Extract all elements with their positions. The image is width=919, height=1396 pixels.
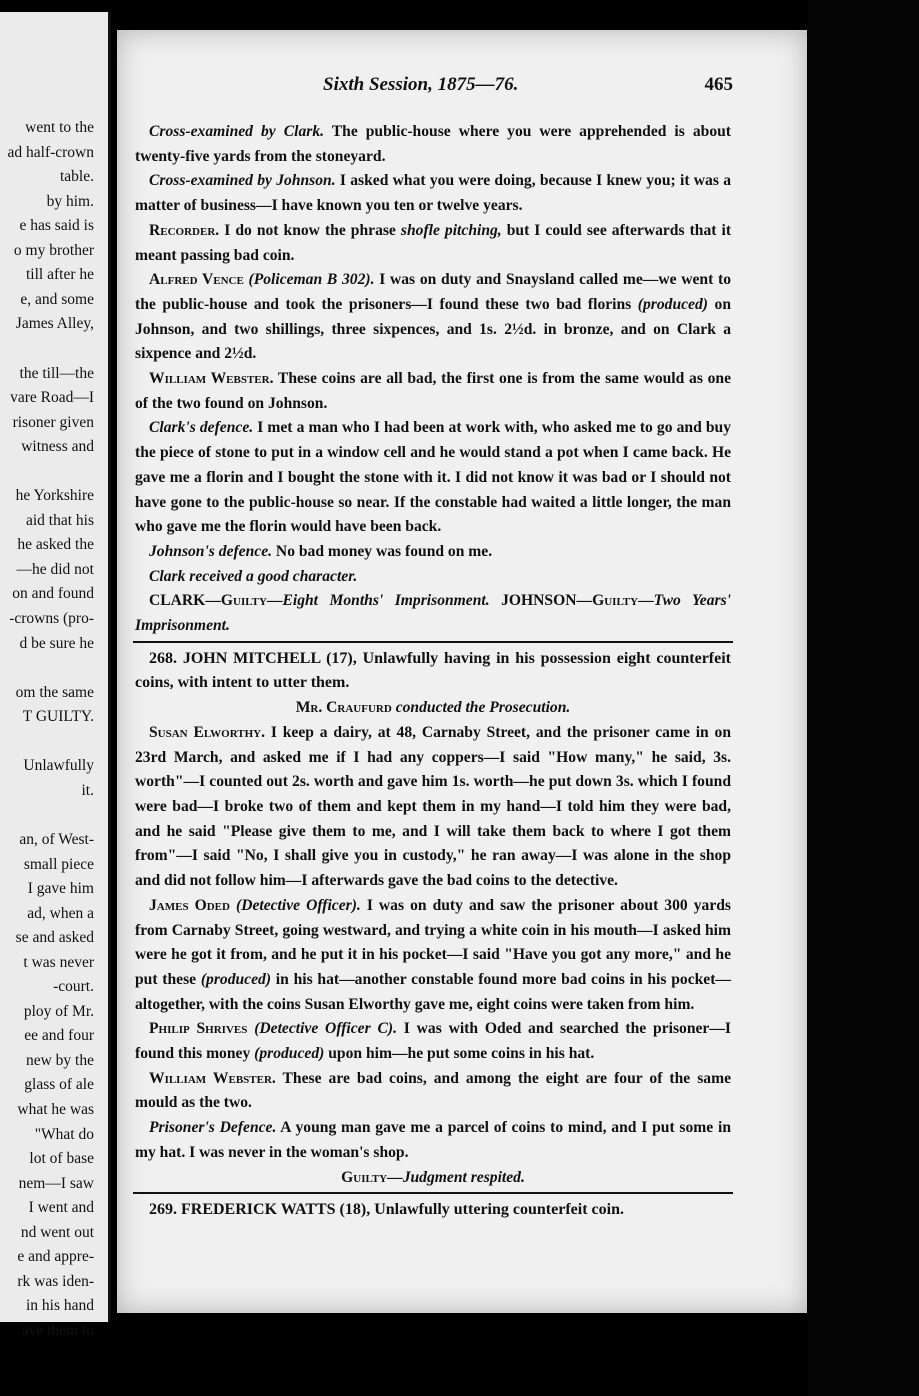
speaker-role: (Detective Officer). bbox=[236, 896, 361, 914]
paragraph-text: in his hat—another constable found more bad coins in his pocket—altogether, with the coins Susan Elworthy gave me, eight coins were taken from him. bbox=[135, 970, 731, 1013]
paragraph bbox=[135, 1067, 731, 1116]
left-page-line: —he did not bbox=[16, 560, 94, 578]
left-page-line: risoner given bbox=[12, 413, 94, 431]
page-body bbox=[135, 120, 731, 1223]
left-page-line: -court. bbox=[53, 978, 94, 996]
speaker-lead: Clark's defence. bbox=[149, 419, 254, 437]
speaker-name: William Webster. bbox=[149, 370, 274, 388]
sentence-part: CLARK— bbox=[149, 592, 221, 610]
left-page-line: o my brother bbox=[13, 241, 94, 259]
paragraph bbox=[135, 894, 731, 1018]
paragraph-text: I was on duty and Snaysland called me—we went to the public-house and took the prisoners—I found these two bad florins bbox=[135, 271, 731, 313]
italic-term: (produced) bbox=[200, 970, 272, 988]
speaker-name: Philip Shrives bbox=[149, 1020, 248, 1038]
paragraph-text: The public-house where you were apprehended is about twenty-five yards from the stoneyard. bbox=[135, 123, 731, 165]
left-page bbox=[0, 12, 111, 1339]
paragraph bbox=[135, 219, 731, 268]
speaker-lead: Cross-examined by Clark. bbox=[149, 123, 325, 140]
paragraph bbox=[135, 540, 731, 565]
paragraph-text: A young man gave me a parcel of coins to mind, and I put some in my hat. I was never in the woman's shop. bbox=[135, 1119, 732, 1161]
prosecution-line bbox=[135, 696, 731, 721]
section-divider bbox=[133, 1192, 733, 1194]
paragraph-text: I do not know the phrase bbox=[219, 221, 401, 239]
paragraph bbox=[135, 721, 731, 894]
paragraph-text: No bad money was found on me. bbox=[272, 542, 493, 560]
case-heading: 268. JOHN MITCHELL (17), Unlawfully having in his possession eight counterfeit coins, with intent to utter them. bbox=[135, 649, 731, 692]
left-page-line: t was never bbox=[23, 953, 94, 971]
paragraph bbox=[135, 268, 731, 367]
left-page-line: om the same bbox=[15, 683, 94, 701]
left-page-line: aid that his bbox=[25, 511, 94, 529]
paragraph-text: on Johnson, and two shillings, three sixpences, and 1s. 2½d. in bronze, and on Clark a sixpence and 2½d. bbox=[135, 295, 731, 363]
paragraph bbox=[135, 1116, 731, 1165]
italic-term: (produced) bbox=[254, 1045, 325, 1063]
paragraph-text: I was with Oded and searched the prisoner—I found this money bbox=[135, 1020, 731, 1063]
paragraph bbox=[135, 169, 731, 218]
sentence-part: Guilty bbox=[592, 592, 639, 610]
left-page-line: ad half-crown bbox=[7, 143, 94, 161]
left-page-line: witness and bbox=[21, 438, 94, 456]
verdict-part: —Judgment respited. bbox=[387, 1168, 525, 1186]
sentence-part: JOHNSON— bbox=[489, 592, 593, 610]
page-header-title: Sixth Session, 1875—76. bbox=[323, 74, 519, 95]
paragraph bbox=[135, 1017, 731, 1066]
left-page-line: he Yorkshire bbox=[15, 487, 94, 505]
character-note: Clark received a good character. bbox=[149, 567, 358, 585]
left-page-line: ad, when a bbox=[27, 904, 94, 922]
left-page-line: ploy of Mr. bbox=[23, 1002, 94, 1020]
speaker-role: (Detective Officer C). bbox=[254, 1020, 397, 1038]
verdict-part: Guilty bbox=[341, 1168, 388, 1186]
left-page-line: lot of base bbox=[29, 1150, 94, 1168]
left-page-line: vare Road—I bbox=[10, 389, 94, 407]
left-page-line: I went and bbox=[28, 1199, 94, 1217]
sentence-part: — bbox=[266, 592, 283, 610]
left-page-line: small piece bbox=[23, 855, 94, 873]
case-heading: 269. FREDERICK WATTS (18), Unlawfully uttering counterfeit coin. bbox=[149, 1201, 624, 1219]
left-page-line: I gave him bbox=[27, 880, 94, 898]
paragraph-text: I asked what you were doing, because I knew you; it was a matter of business—I have known you ten or twelve years. bbox=[135, 172, 732, 215]
italic-term: (produced) bbox=[637, 295, 708, 313]
speaker-lead: Cross-examined by Johnson. bbox=[149, 172, 336, 190]
left-page-line: what he was bbox=[17, 1101, 94, 1118]
right-page bbox=[117, 30, 807, 1313]
left-page-line: d be sure he bbox=[19, 634, 94, 652]
scan-border bbox=[808, 0, 919, 1396]
paragraph-text: I keep a dairy, at 48, Carnaby Street, and the prisoner came in on 23rd March, and asked me if I had any coppers—I said "How many," he said, 3s. worth"—I counted out 2s. worth and gave him 1s. worth—he put down 3s. which I found were bad—I broke two of them and kept them in my hand—I told him they were bad, and he said "Please give them to me, and I will take them back to where I got them from"—I said "No, I shall give you in custody," he ran away—I was alone in the shop and did not follow him—I afterwards gave the bad coins to the detective. bbox=[135, 723, 731, 890]
left-page-line: table. bbox=[60, 168, 94, 186]
left-page-line: e and appre- bbox=[17, 1248, 94, 1266]
sentence-line bbox=[135, 589, 731, 638]
left-page-line: glass of ale bbox=[24, 1076, 94, 1094]
left-page-line: -crowns (pro- bbox=[9, 610, 94, 627]
paragraph-text: I met a man who I had been at work with, who asked me to go and buy the piece of stone to put in a window cell and he would stand a pot when I came back. He gave me a florin and I bought the stone with it. I did not know it was bad or I should not have gone to the public-house so near. If the constable had waited a little longer, the man who gave me the florin would have been back. bbox=[135, 419, 731, 536]
left-page-line: ave them to bbox=[21, 1321, 94, 1339]
speaker-name: Alfred Vence bbox=[149, 271, 244, 289]
paragraph bbox=[135, 120, 731, 169]
italic-term: shofle pitching, bbox=[400, 221, 502, 239]
left-page-line: nd went out bbox=[20, 1223, 94, 1241]
speaker-role: (Policeman B 302). bbox=[248, 271, 375, 289]
left-page-line: till after he bbox=[26, 266, 94, 284]
left-page-line: new by the bbox=[25, 1051, 94, 1069]
left-page-line: rk was iden- bbox=[17, 1272, 94, 1290]
section-divider bbox=[133, 641, 733, 643]
speaker-name: Susan Elworthy. bbox=[149, 723, 266, 741]
paragraph-text: These are bad coins, and among the eight are four of the same mould as the two. bbox=[135, 1069, 731, 1112]
left-page-line: by him. bbox=[46, 192, 94, 210]
prosecution-text: conducted the Prosecution. bbox=[391, 699, 571, 717]
paragraph-text: I was on duty and saw the prisoner about 300 yards from Carnaby Street, going westward, and trying a white coin in his mouth—I asked him were he got it from, and he put it in his pocket—I said "Have you got any more," and he put these bbox=[135, 896, 731, 988]
left-page-line: e, and some bbox=[20, 290, 94, 308]
left-page-line: Unlawfully bbox=[23, 757, 94, 775]
left-page-line: James Alley, bbox=[15, 315, 94, 333]
left-page-line: it. bbox=[81, 781, 94, 799]
left-page-line: in his hand bbox=[25, 1297, 94, 1315]
sentence-part: — bbox=[638, 592, 654, 610]
paragraph bbox=[135, 367, 731, 416]
left-page-line: went to the bbox=[25, 119, 94, 136]
left-page-line: an, of West- bbox=[19, 830, 94, 848]
left-page-line: on and found bbox=[12, 585, 94, 603]
paragraph bbox=[135, 416, 731, 540]
left-page-line: e has said is bbox=[19, 217, 94, 235]
speaker-lead: Johnson's defence. bbox=[149, 542, 273, 560]
paragraph-text: upon him—he put some coins in his hat. bbox=[324, 1045, 595, 1063]
counsel-name: Mr. Craufurd bbox=[295, 699, 392, 717]
speaker-lead: Prisoner's Defence. bbox=[149, 1119, 277, 1137]
paragraph-text: but I could see afterwards that it meant passing bad coin. bbox=[135, 221, 732, 264]
running-header bbox=[117, 74, 807, 100]
speaker-name: James Oded bbox=[149, 896, 230, 914]
paragraph-text: These coins are all bad, the first one is from the same would as one of the two found on Johnson. bbox=[135, 370, 731, 412]
verdict-line bbox=[135, 1166, 731, 1191]
left-page-line: he asked the bbox=[17, 536, 94, 554]
left-page-line: se and asked bbox=[15, 929, 94, 947]
sentence-part: Guilty bbox=[220, 592, 267, 610]
left-page-line: nem—I saw bbox=[18, 1174, 94, 1192]
sentence-part: Eight Months' Imprisonment. bbox=[282, 592, 490, 610]
page-number: 465 bbox=[704, 74, 733, 95]
sentence-part: Two Years' Imprisonment. bbox=[135, 592, 731, 635]
left-page-line: "What do bbox=[34, 1125, 94, 1143]
left-page-line: ee and four bbox=[24, 1027, 94, 1045]
speaker-name: William Webster. bbox=[149, 1069, 276, 1087]
speaker-name: Recorder. bbox=[149, 221, 220, 239]
left-page-line: the till—the bbox=[19, 364, 94, 382]
left-page-line: T GUILTY. bbox=[22, 708, 94, 726]
